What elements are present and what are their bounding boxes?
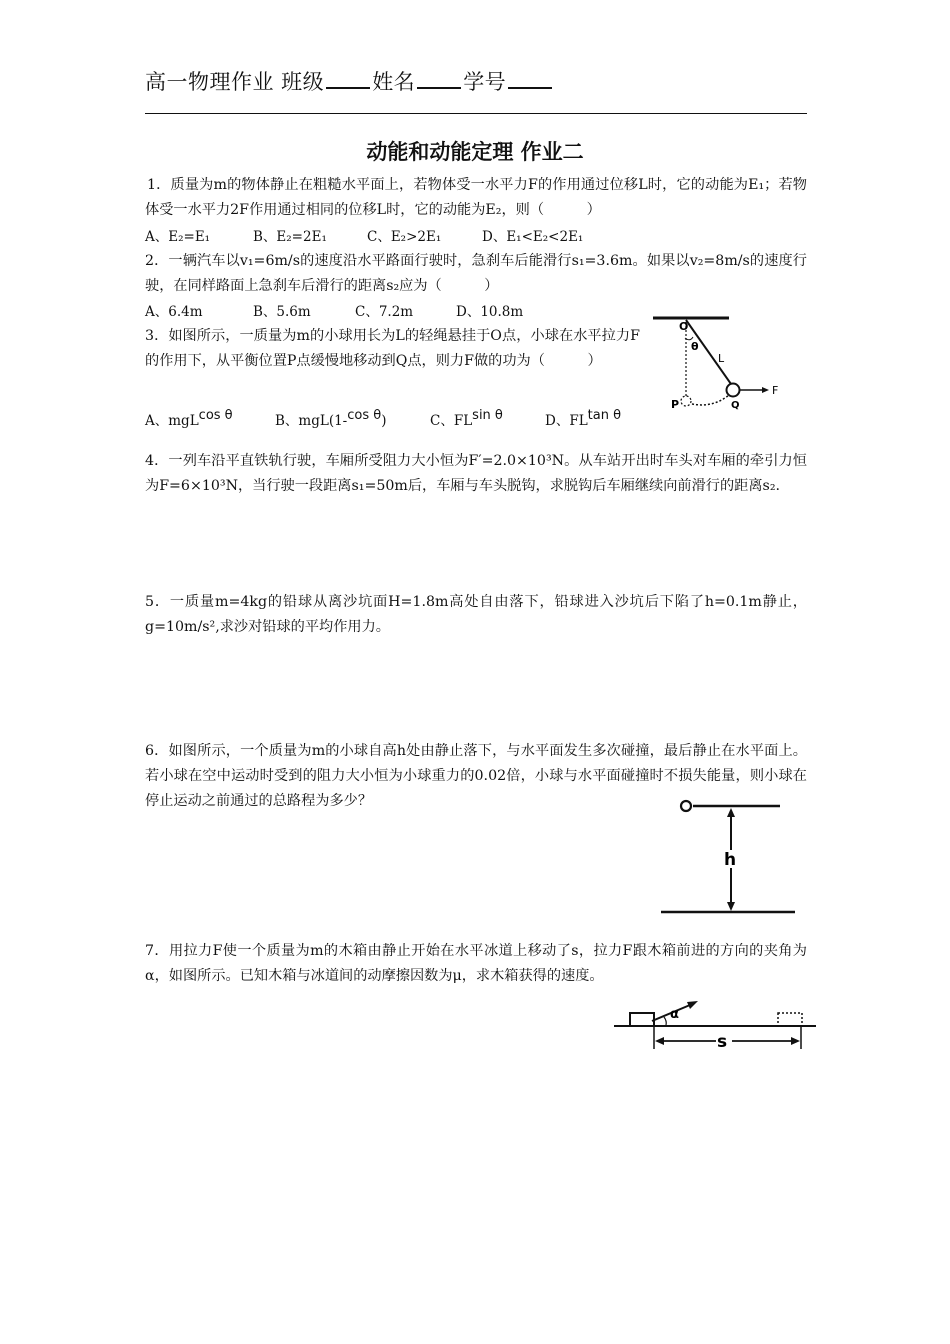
question-1-options: [145, 226, 583, 248]
distance-arrow-left: [655, 1037, 664, 1045]
ball-p-dashed: [681, 396, 691, 406]
q1-option-c[interactable]: C、E₂>2E₁: [367, 229, 442, 245]
drop-height-figure: [655, 795, 800, 920]
label-o: O: [679, 320, 689, 333]
id-blank[interactable]: [508, 71, 552, 89]
q3-option-a[interactable]: A、mgL$^{cos \theta}$: [145, 408, 233, 429]
label-alpha: α: [670, 1007, 679, 1022]
header-id-label: 学号: [463, 70, 507, 94]
force-arrow-head: [762, 387, 769, 393]
label-l: L: [718, 352, 725, 365]
header-subject-class-label: 高一物理作业 班级: [145, 70, 325, 94]
ball-q: [727, 384, 740, 397]
class-blank[interactable]: [326, 71, 370, 89]
path-arc: [692, 395, 729, 405]
box-pull-figure: [610, 993, 820, 1053]
question-6-stem: 6．如图所示，一个质量为m的小球自高h处由静止落下，与水平面发生多次碰撞，最后静止在水平面上。若小球在空中运动时受到的阻力大小恒为小球重力的0.02倍，小球与水平面碰撞时不损失能量，则小球在停止运动之前通过的总路程为多少？: [145, 743, 807, 809]
question-5-stem: 5．一质量m=4kg的铅球从离沙坑面H=1.8m高处自由落下，铅球进入沙坑后下陷了h=0.1m静止，g=10m/s²,求沙对铅球的平均作用力。: [145, 594, 807, 635]
question-4-stem: 4．一列车沿平直铁轨行驶，车厢所受阻力大小恒为F′=2.0×10³N。从车站开出时车头对车厢的牵引力恒为F=6×10³N，当行驶一段距离s₁=50m后，车厢与车头脱钩，求脱钩后车厢继续向前滑行的距离s₂.: [145, 453, 807, 494]
header-divider: [145, 113, 807, 114]
label-q: Q: [731, 400, 740, 411]
question-3-options: [145, 405, 621, 432]
question-2-options: [145, 301, 523, 323]
height-arrow-down: [727, 902, 735, 911]
label-p: P: [671, 398, 680, 411]
label-h: h: [724, 850, 737, 870]
ball: [681, 801, 691, 811]
label-s: s: [717, 1032, 728, 1052]
question-2-stem: 2．一辆汽车以v₁=6m/s的速度沿水平路面行驶时，急刹车后能滑行s₁=3.6m。如果以v₂=8m/s的速度行驶，在同样路面上急刹车后滑行的距离s₂应为（ ）: [145, 253, 807, 294]
pull-force-arrowhead: [687, 1001, 698, 1009]
question-3-stem: 3．如图所示，一质量为m的小球用长为L的轻绳悬挂于O点，小球在水平拉力F的作用下，从平衡位置P点缓慢地移动到Q点，则力F做的功为（ ）: [145, 328, 640, 369]
question-1-stem: 1．质量为m的物体静止在粗糙水平面上，若物体受一水平力F的作用通过位移L时，它的动能为E₁；若物体受一水平力2F作用通过相同的位移L时，它的动能为E₂，则（ ）: [145, 177, 807, 218]
q3-option-b[interactable]: B、mgL(1-$^{cos \theta}$): [275, 408, 387, 429]
q2-option-a[interactable]: A、6.4m: [145, 304, 203, 320]
header-name-label: 姓名: [372, 70, 416, 94]
q2-option-d[interactable]: D、10.8m: [456, 304, 524, 320]
question-7-stem: 7．用拉力F使一个质量为m的木箱由静止开始在水平冰道上移动了s，拉力F跟木箱前进的方向的夹角为α，如图所示。已知木箱与冰道间的动摩擦因数为μ，求木箱获得的速度。: [145, 943, 807, 984]
q1-option-a[interactable]: A、E₂=E₁: [145, 229, 211, 245]
height-arrow-up: [727, 808, 735, 817]
distance-arrow-right: [791, 1037, 800, 1045]
q1-option-d[interactable]: D、E₁<E₂<2E₁: [482, 229, 584, 245]
q1-option-b[interactable]: B、E₂=2E₁: [253, 229, 327, 245]
pendulum-figure: [645, 312, 785, 417]
crate-end-dashed: [778, 1013, 802, 1026]
label-theta: θ: [691, 340, 699, 353]
q3-option-d[interactable]: D、$FL^{tan \theta}$: [545, 408, 622, 429]
q2-option-c[interactable]: C、7.2m: [355, 304, 414, 320]
label-f: F: [772, 384, 779, 397]
crate-start: [630, 1013, 654, 1026]
name-blank[interactable]: [417, 71, 461, 89]
page-title: 动能和动能定理 作业二: [366, 140, 584, 164]
worksheet-header: [145, 66, 554, 96]
q2-option-b[interactable]: B、5.6m: [253, 304, 311, 320]
alpha-arc: [664, 1017, 666, 1025]
q3-option-c[interactable]: C、$FL^{sin \theta}$: [430, 408, 503, 429]
